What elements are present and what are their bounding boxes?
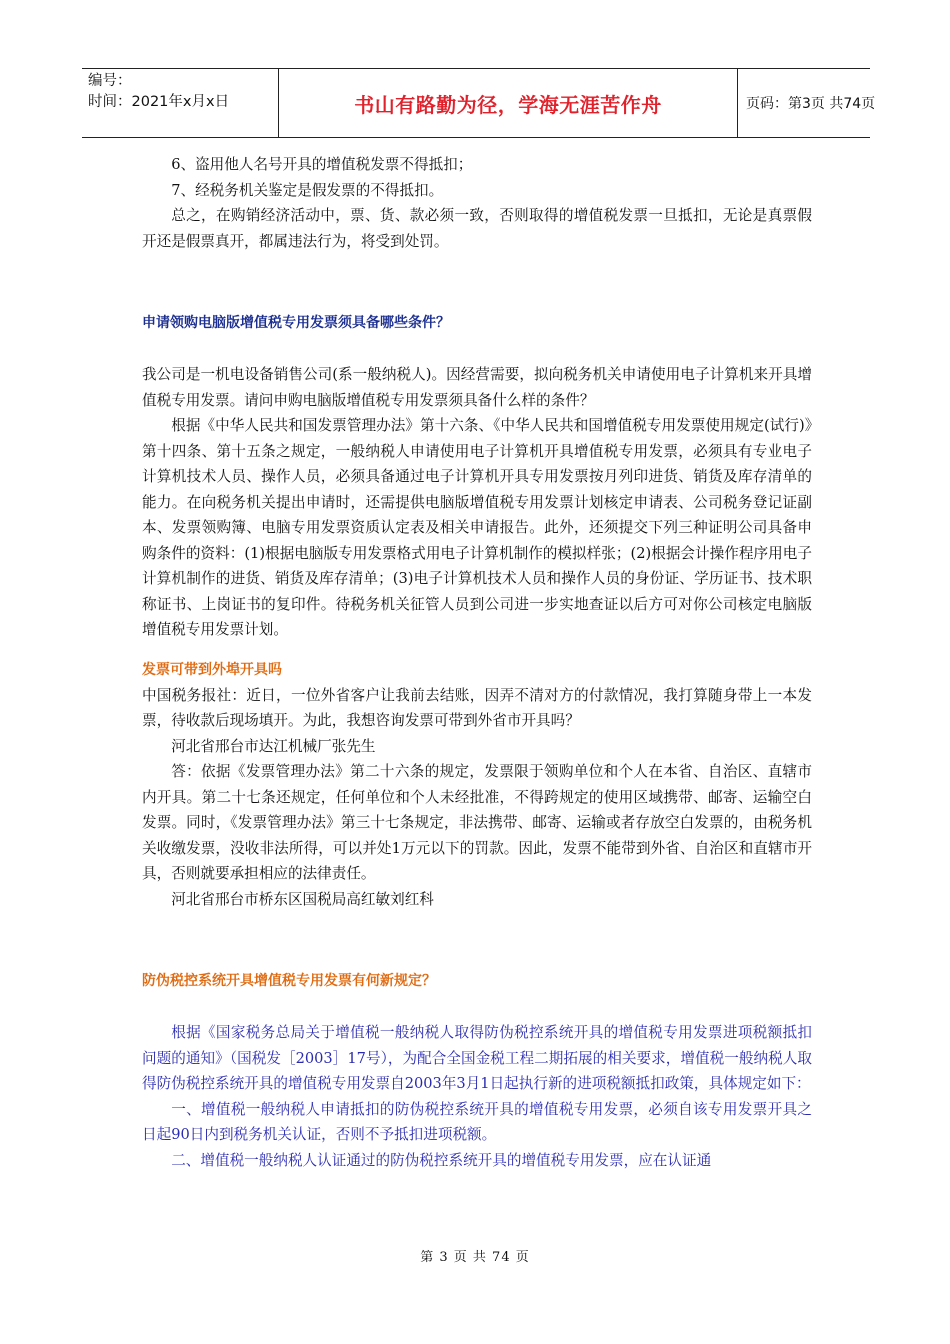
- responder-signature: 河北省邢台市桥东区国税局高红敏刘红科: [171, 890, 434, 908]
- answer-paragraph: 根据《中华人民共和国发票管理办法》第十六条、《中华人民共和国增值税专用发票使用规定(试行)》第十四条、第十五条之规定，一般纳税人申请使用电子计算机开具增值税专用发票，必须具有专业电子计算机技术人员、操作人员，必须具备通过电子计算机开具专用发票按月列印进货、销货及库存清单的能力。在向税务机关提出申请时，还需提供电脑版增值税专用发票计划核定申请表、公司税务登记证副本、发票领购簿、电脑专用发票资质认定表及相关申请报告。此外，还须提交下列三种证明公司具备申购条件的资料：(1)根据电脑版专用发票格式用电子计算机制作的模拟样张；(2)根据会计操作程序用电子计算机制作的进货、销货及库存清单；(3)电子计算机技术人员和操作人员的身份证、学历证书、技术职称证书、上岗证书的复印件。待税务机关征管人员到公司进一步实地查证以后方可对你公司核定电脑版增值税专用发票计划。: [142, 417, 812, 638]
- spacer: [142, 254, 812, 310]
- header-motto-cell: [278, 69, 738, 137]
- section-title: 申请领购电脑版增值税专用发票须具备哪些条件？: [142, 315, 450, 331]
- paragraph: 根据《国家税务总局关于增值税一般纳税人取得防伪税控系统开具的增值税专用发票进项税额抵扣问题的通知》（国税发［2003］17号），为配合全国金税工程二期拓展的相关要求，增值税一般纳税人取得防伪税控系统开具的增值税专用发票自2003年3月1日起执行新的进项税额抵扣政策，具体规定如下：: [142, 1024, 812, 1092]
- header-page-cell: [736, 69, 876, 137]
- paragraph: 一、增值税一般纳税人申请抵扣的防伪税控系统开具的增值税专用发票，必须自该专用发票开具之日起90日内到税务机关认证，否则不予抵扣进项税额。: [142, 1100, 812, 1143]
- paragraph: 6、盗用他人名号开具的增值税发票不得抵扣；: [171, 156, 473, 173]
- header-meta: [82, 69, 278, 137]
- section-title: 发票可带到外埠开具吗: [142, 661, 282, 678]
- answer-paragraph: 答：依据《发票管理办法》第二十六条的规定，发票限于领购单位和个人在本省、自治区、直辖市内开具。第二十七条还规定，任何单位和个人未经批准，不得跨规定的使用区域携带、邮寄、运输空白发票。同时，《发票管理办法》第三十七条规定，非法携带、邮寄、运输或者存放空白发票的，由税务机关收缴发票，没收非法所得，可以并处1万元以下的罚款。因此，发票不能带到外省、自治区和直辖市开具，否则就要承担相应的法律责任。: [142, 763, 812, 882]
- spacer: [142, 336, 812, 362]
- question-paragraph: 中国税务报社：近日，一位外省客户让我前去结账，因弄不清对方的付款情况，我打算随身带上一本发票，待收款后现场填开。为此，我想咨询发票可带到外省市开具吗？: [142, 686, 812, 729]
- date-label: 时间：2021年x月x日: [88, 94, 230, 110]
- spacer: [142, 994, 812, 1020]
- paragraph: 总之，在购销经济活动中，票、货、款必须一致，否则取得的增值税发票一旦抵扣，无论是真票假开还是假票真开，都属违法行为，将受到处罚。: [142, 207, 812, 250]
- page-header: [82, 68, 876, 138]
- serial-number-label: 编号：: [88, 73, 132, 89]
- asker-signature: 河北省邢台市达江机械厂张先生: [171, 737, 376, 755]
- spacer: [142, 912, 812, 968]
- question-paragraph: 我公司是一机电设备销售公司(系一般纳税人)。因经营需要，拟向税务机关申请使用电子计算机来开具增值税专用发票。请问申购电脑版增值税专用发票须具备什么样的条件？: [142, 366, 812, 409]
- paragraph: 二、增值税一般纳税人认证通过的防伪税控系统开具的增值税专用发票，应在认证通: [171, 1151, 712, 1169]
- paragraph: 7、经税务机关鉴定是假发票的不得抵扣。: [171, 181, 444, 199]
- section-title: 防伪税控系统开具增值税专用发票有何新规定？: [142, 973, 436, 989]
- motto-text: 书山有路勤为径，学海无涯苦作舟: [354, 92, 662, 117]
- page-info: 页码：第3页 共74页: [746, 96, 876, 112]
- page-footer: 第 3 页 共 74 页: [420, 1250, 530, 1265]
- document-body: [142, 152, 812, 1173]
- spacer: [142, 643, 812, 657]
